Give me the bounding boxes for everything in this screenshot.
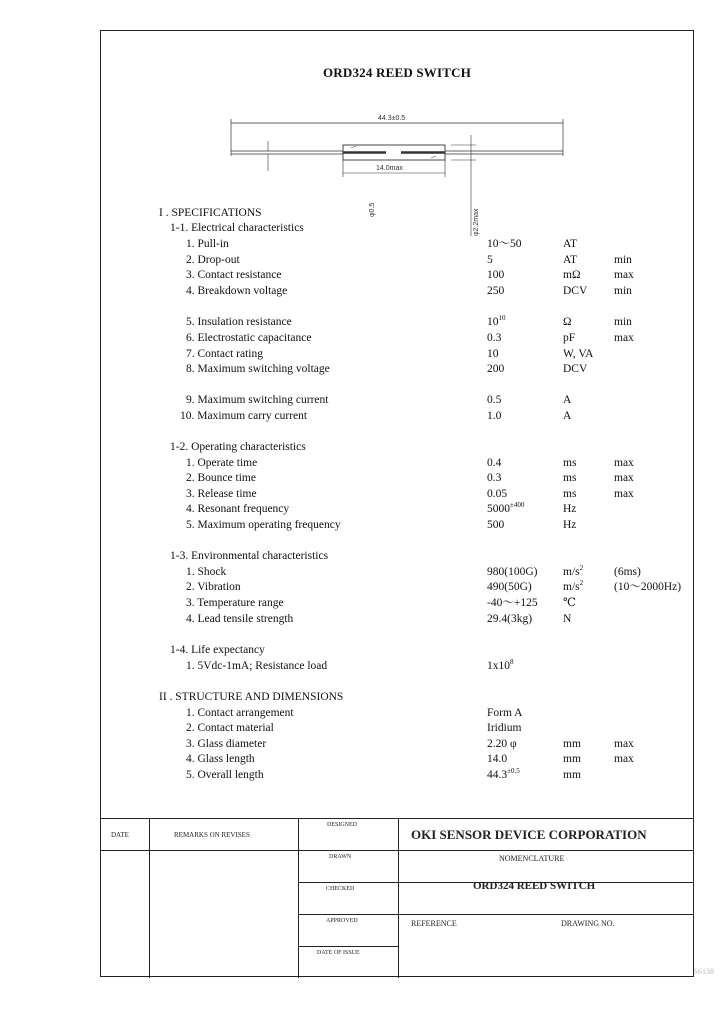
spec-label: 10. Maximum carry current <box>180 410 308 422</box>
title-block <box>101 818 693 978</box>
spec-value-text: 100 <box>487 269 505 281</box>
spec-label: 8. Maximum switching voltage <box>186 363 330 375</box>
spec-limit: min <box>614 316 632 328</box>
spec-value <box>487 253 493 267</box>
spec-unit-text: Ω <box>563 316 572 328</box>
spec-label: 5. Maximum operating frequency <box>186 519 341 531</box>
spec-unit-text: mm <box>563 738 581 750</box>
spec-label: 9. Maximum switching current <box>186 394 329 406</box>
spec-unit-text: DCV <box>563 363 588 375</box>
spec-value-text: 10～50 <box>487 238 522 250</box>
spec-label: 1. Contact arrangement <box>186 707 294 719</box>
nomenclature-label: NOMENCLATURE <box>499 854 565 863</box>
spec-unit-text: m/s <box>563 566 580 578</box>
spec-label: 1. Pull-in <box>186 238 229 250</box>
spec-unit-text: N <box>563 613 572 625</box>
spec-value-text: 29.4(3kg) <box>487 613 533 625</box>
spec-limit: max <box>614 488 634 500</box>
overall-length-dim: 44.3±0.5 <box>378 115 406 122</box>
spec-value <box>487 768 520 782</box>
spec-unit-text: DCV <box>563 285 588 297</box>
spec-unit-text: pF <box>563 332 576 344</box>
spec-value <box>487 565 537 579</box>
spec-label: 3. Release time <box>186 488 257 500</box>
spec-value-text: 1.0 <box>487 410 502 422</box>
spec-unit-text: ms <box>563 472 577 484</box>
spec-label: 3. Contact resistance <box>186 269 282 281</box>
spec-unit-text: mΩ <box>563 269 581 281</box>
spec-value <box>487 518 504 532</box>
spec-unit <box>563 237 577 251</box>
date-header: DATE <box>111 831 129 839</box>
spec-unit <box>563 409 571 423</box>
spec-label: 4. Resonant frequency <box>186 503 290 515</box>
spec-label: 7. Contact rating <box>186 348 263 360</box>
section-heading: I . SPECIFICATIONS <box>159 207 262 219</box>
spec-value <box>487 659 514 673</box>
designed-label: DESIGNED <box>327 822 357 828</box>
spec-value-text: 0.4 <box>487 457 502 469</box>
spec-value <box>487 612 532 626</box>
spec-value-text: 500 <box>487 519 505 531</box>
spec-value <box>487 331 501 345</box>
spec-label: 5. Overall length <box>186 769 264 781</box>
spec-value-text: 14.0 <box>487 753 508 765</box>
drawn-label: DRAWN <box>329 854 352 860</box>
spec-unit <box>563 331 575 345</box>
spec-value-text: 200 <box>487 363 505 375</box>
spec-label: 3. Temperature range <box>186 597 284 609</box>
spec-limit: (10～2000Hz) <box>614 581 682 593</box>
lead-diameter-dim: φ0.5 <box>369 202 376 217</box>
subsection-heading: 1-1. Electrical characteristics <box>170 222 304 234</box>
spec-value <box>487 706 522 720</box>
spec-unit <box>563 362 587 376</box>
spec-value-text: Iridium <box>487 722 522 734</box>
spec-limit: min <box>614 254 632 266</box>
spec-unit-text: Hz <box>563 503 577 515</box>
glass-length-dim: 14.0max <box>376 165 403 172</box>
spec-label: 1. 5Vdc-1mA; Resistance load <box>186 660 328 672</box>
spec-value-text: 10 <box>487 348 499 360</box>
spec-value <box>487 268 504 282</box>
spec-unit <box>563 752 581 766</box>
spec-value <box>487 315 506 329</box>
spec-label: 4. Lead tensile strength <box>186 613 294 625</box>
spec-unit <box>563 580 583 594</box>
spec-unit <box>563 347 593 361</box>
spec-value-text: Form A <box>487 707 523 719</box>
spec-label: 4. Glass length <box>186 753 255 765</box>
spec-value <box>487 456 501 470</box>
spec-value <box>487 237 522 251</box>
spec-unit-text: W, VA <box>563 348 594 360</box>
spec-limit: max <box>614 457 634 469</box>
spec-value <box>487 284 504 298</box>
spec-limit: (6ms) <box>614 566 641 578</box>
spec-unit <box>563 565 583 579</box>
spec-unit <box>563 768 581 782</box>
spec-label: 1. Shock <box>186 566 227 578</box>
spec-unit-text: ms <box>563 457 577 469</box>
reference-label: REFERENCE <box>411 919 457 928</box>
spec-value-superscript: ±400 <box>510 501 525 509</box>
spec-value <box>487 596 538 610</box>
subsection-heading: 1-4. Life expectancy <box>170 644 265 656</box>
spec-value-text: 10 <box>487 316 499 328</box>
spec-value-superscript: ±0.5 <box>507 767 520 775</box>
spec-unit-text: AT <box>563 238 578 250</box>
glass-diameter-dim: φ2.2max <box>473 208 480 236</box>
spec-value <box>487 502 524 516</box>
spec-unit-superscript: 2 <box>579 564 584 572</box>
spec-label: 4. Breakdown voltage <box>186 285 288 297</box>
spec-unit <box>563 596 576 610</box>
spec-label: 2. Contact material <box>186 722 274 734</box>
spec-value <box>487 347 499 361</box>
spec-unit-text: Hz <box>563 519 577 531</box>
spec-label: 6. Electrostatic capacitance <box>186 332 312 344</box>
spec-unit <box>563 393 571 407</box>
checked-label: CHECKED <box>326 886 355 892</box>
spec-unit-text: ℃ <box>563 597 576 609</box>
spec-label: 3. Glass diameter <box>186 738 267 750</box>
spec-unit <box>563 612 571 626</box>
spec-value-text: 5000 <box>487 503 510 515</box>
spec-limit: max <box>614 269 634 281</box>
spec-value <box>487 752 507 766</box>
spec-label: 1. Operate time <box>186 457 258 469</box>
spec-value-text: 980(100G) <box>487 566 538 578</box>
spec-value-text: 250 <box>487 285 505 297</box>
spec-label: 5. Insulation resistance <box>186 316 292 328</box>
spec-value <box>487 737 517 751</box>
spec-value <box>487 471 501 485</box>
spec-unit <box>563 284 587 298</box>
spec-value <box>487 580 532 594</box>
spec-value-text: 2.20 φ <box>487 738 517 750</box>
spec-unit-superscript: 2 <box>579 579 584 587</box>
spec-value-text: -40～+125 <box>487 597 538 609</box>
spec-value-text: 0.3 <box>487 472 502 484</box>
spec-unit-text: mm <box>563 753 581 765</box>
spec-unit <box>563 502 576 516</box>
drawing-no-label: DRAWING NO. <box>561 919 615 928</box>
section-heading: II . STRUCTURE AND DIMENSIONS <box>159 691 344 703</box>
spec-value <box>487 721 522 735</box>
remarks-header: REMARKS ON REVISES <box>174 831 250 839</box>
spec-limit: max <box>614 738 634 750</box>
company-name: OKI SENSOR DEVICE CORPORATION <box>411 827 647 842</box>
spec-unit-text: mm <box>563 769 581 781</box>
spec-value <box>487 487 507 501</box>
spec-limit: min <box>614 285 632 297</box>
spec-value-text: 0.5 <box>487 394 502 406</box>
spec-value-superscript: 8 <box>510 658 514 666</box>
spec-unit-text: AT <box>563 254 578 266</box>
subsection-heading: 1-3. Environmental characteristics <box>170 550 329 562</box>
spec-unit-text: A <box>563 394 572 406</box>
spec-value-text: 490(50G) <box>487 581 532 593</box>
spec-value <box>487 393 501 407</box>
date-of-issue-label: DATE OF ISSUE <box>317 950 360 956</box>
drawing-sheet <box>100 30 694 977</box>
spec-unit-text: m/s <box>563 581 580 593</box>
nomenclature-value: ORD324 REED SWITCH <box>473 880 596 892</box>
document-title: ORD324 REED SWITCH <box>322 65 472 80</box>
spec-limit: max <box>614 472 634 484</box>
corner-stamp: S6138 <box>693 967 714 976</box>
spec-unit <box>563 456 576 470</box>
spec-value-text: 44.3 <box>487 769 508 781</box>
spec-limit: max <box>614 753 634 765</box>
spec-unit <box>563 518 576 532</box>
spec-unit-text: A <box>563 410 572 422</box>
spec-value-text: 0.3 <box>487 332 502 344</box>
subsection-heading: 1-2. Operating characteristics <box>170 441 306 453</box>
spec-value-superscript: 10 <box>498 314 506 322</box>
spec-value-text: 5 <box>487 254 493 266</box>
spec-unit-text: ms <box>563 488 577 500</box>
spec-unit <box>563 315 572 329</box>
spec-label: 2. Bounce time <box>186 472 256 484</box>
spec-label: 2. Drop-out <box>186 254 240 266</box>
spec-unit <box>563 487 576 501</box>
spec-unit <box>563 471 576 485</box>
spec-unit <box>563 268 581 282</box>
spec-label: 2. Vibration <box>186 581 241 593</box>
spec-value <box>487 409 501 423</box>
spec-unit <box>563 253 577 267</box>
spec-value-text: 0.05 <box>487 488 508 500</box>
spec-value-text: 1x10 <box>487 660 510 672</box>
spec-unit <box>563 737 581 751</box>
approved-label: APPROVED <box>326 918 358 924</box>
spec-limit: max <box>614 332 634 344</box>
spec-value <box>487 362 504 376</box>
